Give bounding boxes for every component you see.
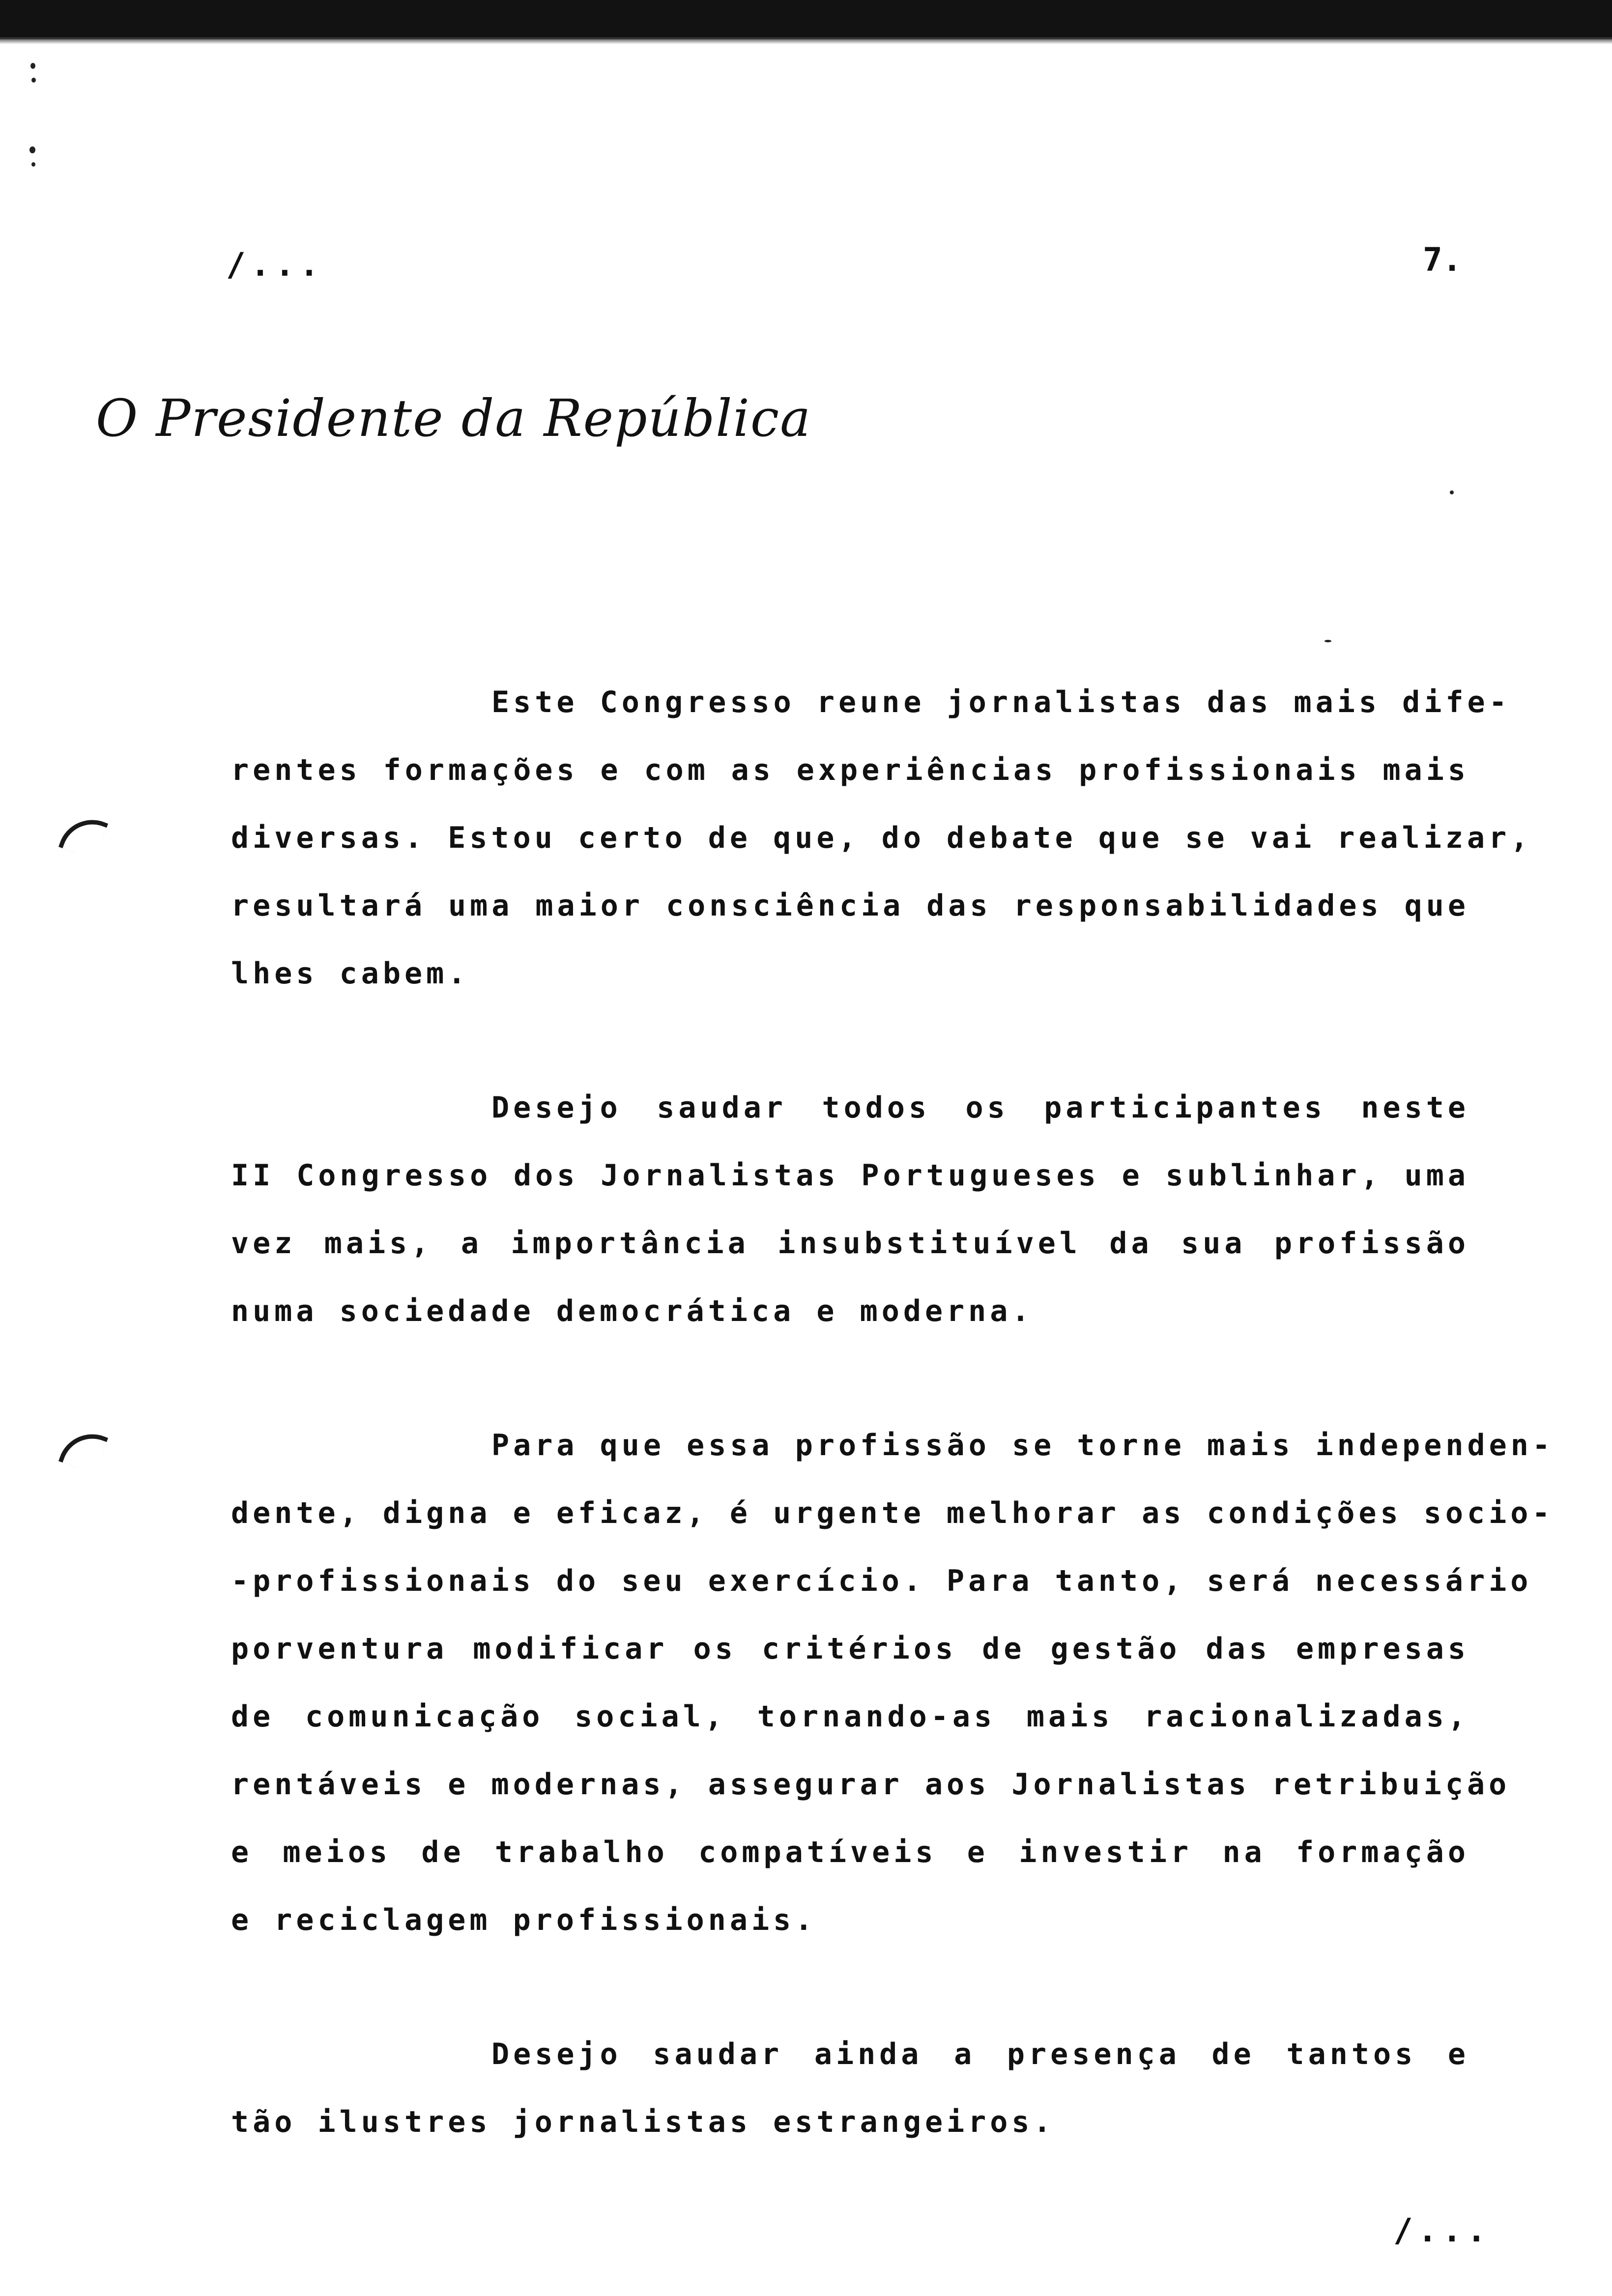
text-line: e meios de trabalho compatíveis e investir na formação [231,1835,1469,1869]
text-line: rentáveis e modernas, assegurar aos Jornalistas retribuição [231,1767,1511,1802]
text-line: de comunicação social, tornando-as mais racionalizadas, [231,1699,1469,1734]
text-line: lhes cabem. [231,956,470,991]
page-number: 7. [1423,241,1462,279]
continued-from-marker: /... [226,246,324,284]
text-line: e reciclagem profissionais. [231,1903,817,1937]
scan-speck [29,146,35,153]
text-line: tão ilustres jornalistas estrangeiros. [231,2105,1055,2139]
continued-on-marker: /... [1393,2211,1491,2249]
scan-speck [1450,490,1454,494]
paragraph [231,1411,1554,1954]
text-line: resultará uma maior consciência das responsabilidades que [231,889,1469,923]
letterhead-title: O Presidente da República [96,388,812,448]
text-line: diversas. Estou certo de que, do debate que se vai realizar, [231,821,1532,855]
paragraph [231,1074,1469,1345]
scan-top-edge [0,0,1612,39]
text-line: Este Congresso reune jornalistas das mais dife- [491,685,1511,719]
text-line: numa sociedade democrática e moderna. [231,1294,1034,1328]
scan-speck [31,78,36,83]
text-line: dente, digna e eficaz, é urgente melhorar as condições socio- [231,1496,1554,1530]
speech-body [231,668,1554,2222]
text-line: Para que essa profissão se torne mais independen- [491,1428,1554,1463]
text-line: porventura modificar os critérios de gestão das empresas [231,1632,1469,1666]
text-line: Desejo saudar todos os participantes neste [491,1091,1469,1125]
punch-hole-mark [58,1425,108,1474]
text-line: vez mais, a importância insubstituível da sua profissão [231,1226,1469,1261]
paragraph [231,668,1532,1007]
text-line: Desejo saudar ainda a presença de tantos e [491,2037,1469,2071]
text-line: -profissionais do seu exercício. Para tanto, será necessário [231,1564,1532,1598]
scan-speck [30,63,35,69]
text-line: rentes formações e com as experiências profissionais mais [231,753,1469,787]
paragraph [231,2020,1469,2156]
punch-hole-mark [58,810,108,860]
text-line: II Congresso dos Jornalistas Portugueses e sublinhar, uma [231,1158,1469,1193]
scan-speck [1324,640,1331,642]
scan-speck [31,162,35,167]
